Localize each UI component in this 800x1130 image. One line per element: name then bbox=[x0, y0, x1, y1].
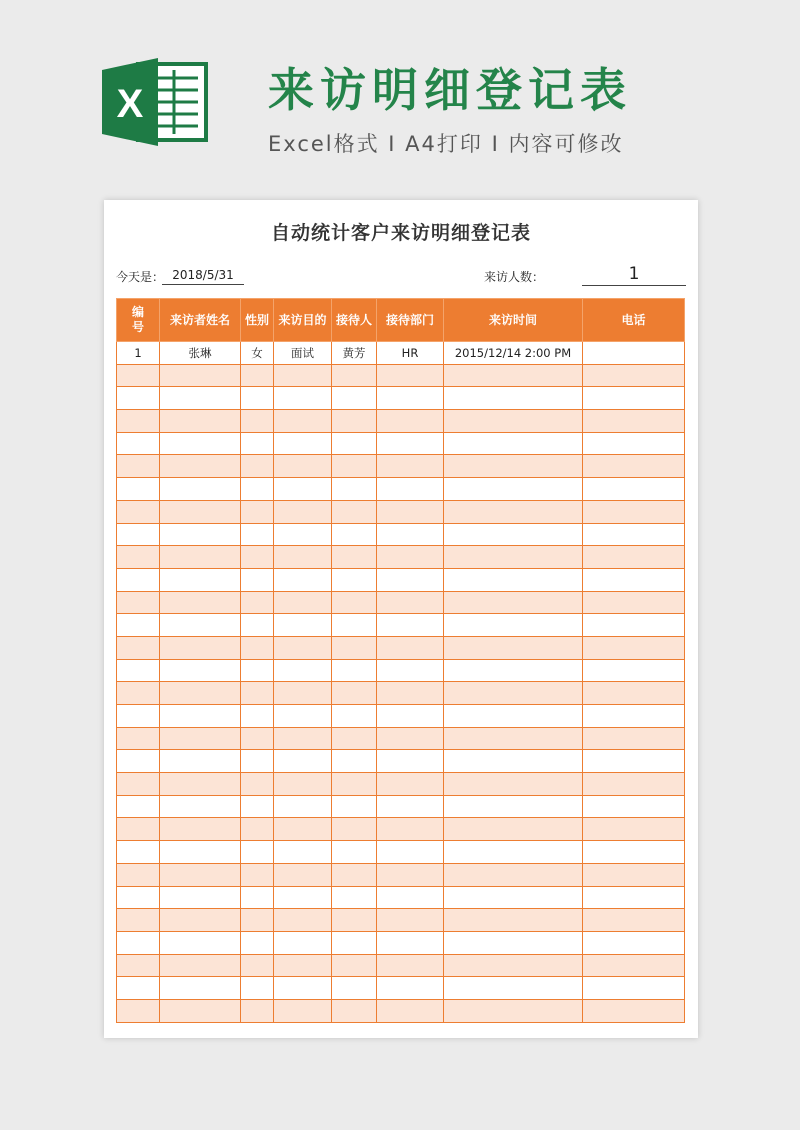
cell-host[interactable] bbox=[332, 410, 377, 433]
cell-purpose[interactable] bbox=[274, 432, 332, 455]
cell-time[interactable] bbox=[444, 659, 583, 682]
table-row bbox=[117, 750, 685, 773]
cell-department[interactable] bbox=[377, 478, 444, 501]
cell-host[interactable] bbox=[332, 727, 377, 750]
cell-id[interactable] bbox=[117, 750, 160, 773]
cell-name[interactable] bbox=[160, 977, 241, 1000]
cell-department[interactable] bbox=[377, 818, 444, 841]
cell-purpose[interactable] bbox=[274, 591, 332, 614]
table-row bbox=[117, 909, 685, 932]
table-body bbox=[117, 342, 685, 1023]
cell-time[interactable] bbox=[444, 795, 583, 818]
cell-host[interactable] bbox=[332, 954, 377, 977]
cell-gender[interactable] bbox=[241, 773, 274, 796]
cell-id[interactable] bbox=[117, 455, 160, 478]
cell-host[interactable] bbox=[332, 387, 377, 410]
cell-gender[interactable] bbox=[241, 410, 274, 433]
cell-host[interactable] bbox=[332, 886, 377, 909]
cell-gender[interactable] bbox=[241, 999, 274, 1022]
cell-name[interactable] bbox=[160, 886, 241, 909]
cell-department[interactable] bbox=[377, 682, 444, 705]
cell-id[interactable] bbox=[117, 682, 160, 705]
cell-purpose[interactable] bbox=[274, 818, 332, 841]
cell-purpose[interactable] bbox=[274, 886, 332, 909]
cell-id[interactable] bbox=[117, 387, 160, 410]
col-header-purpose: 来访目的 bbox=[274, 299, 332, 342]
cell-id[interactable] bbox=[117, 841, 160, 864]
cell-gender[interactable] bbox=[241, 886, 274, 909]
cell-host[interactable] bbox=[332, 364, 377, 387]
cell-department[interactable] bbox=[377, 750, 444, 773]
cell-time[interactable] bbox=[444, 523, 583, 546]
cell-time[interactable] bbox=[444, 364, 583, 387]
cell-department[interactable] bbox=[377, 410, 444, 433]
cell-gender[interactable] bbox=[241, 705, 274, 728]
cell-gender[interactable] bbox=[241, 500, 274, 523]
cell-time[interactable] bbox=[444, 727, 583, 750]
cell-gender[interactable] bbox=[241, 546, 274, 569]
cell-phone[interactable] bbox=[583, 568, 685, 591]
cell-host[interactable] bbox=[332, 682, 377, 705]
col-header-department: 接待部门 bbox=[377, 299, 444, 342]
page-subtitle: Excel格式 I A4打印 I 内容可修改 bbox=[268, 132, 624, 156]
cell-name[interactable] bbox=[160, 818, 241, 841]
cell-purpose[interactable] bbox=[274, 841, 332, 864]
cell-purpose[interactable] bbox=[274, 705, 332, 728]
table-row bbox=[117, 410, 685, 433]
cell-purpose[interactable] bbox=[274, 863, 332, 886]
cell-time[interactable] bbox=[444, 705, 583, 728]
cell-department[interactable] bbox=[377, 500, 444, 523]
cell-name[interactable] bbox=[160, 591, 241, 614]
cell-purpose[interactable] bbox=[274, 750, 332, 773]
cell-phone[interactable] bbox=[583, 387, 685, 410]
cell-host[interactable] bbox=[332, 705, 377, 728]
cell-name[interactable] bbox=[160, 500, 241, 523]
cell-name[interactable] bbox=[160, 750, 241, 773]
table-row bbox=[117, 705, 685, 728]
cell-host[interactable] bbox=[332, 523, 377, 546]
cell-department[interactable] bbox=[377, 659, 444, 682]
cell-department[interactable] bbox=[377, 863, 444, 886]
cell-time[interactable] bbox=[444, 931, 583, 954]
cell-department[interactable] bbox=[377, 999, 444, 1022]
cell-id[interactable] bbox=[117, 636, 160, 659]
cell-phone[interactable] bbox=[583, 863, 685, 886]
cell-host[interactable] bbox=[332, 909, 377, 932]
sheet-title: 自动统计客户来访明细登记表 bbox=[270, 222, 531, 244]
cell-time[interactable] bbox=[444, 977, 583, 1000]
cell-purpose[interactable] bbox=[274, 954, 332, 977]
table-row bbox=[117, 387, 685, 410]
page-header bbox=[0, 0, 800, 190]
cell-id[interactable] bbox=[117, 591, 160, 614]
cell-time[interactable] bbox=[444, 546, 583, 569]
col-header-id: 编号 bbox=[117, 299, 160, 342]
table-row bbox=[117, 591, 685, 614]
cell-department[interactable] bbox=[377, 977, 444, 1000]
cell-id[interactable] bbox=[117, 478, 160, 501]
cell-phone[interactable] bbox=[583, 795, 685, 818]
table-row bbox=[117, 682, 685, 705]
cell-id[interactable] bbox=[117, 568, 160, 591]
cell-name[interactable] bbox=[160, 773, 241, 796]
cell-host[interactable] bbox=[332, 841, 377, 864]
table-row bbox=[117, 863, 685, 886]
cell-host[interactable] bbox=[332, 999, 377, 1022]
cell-department[interactable] bbox=[377, 773, 444, 796]
cell-id[interactable] bbox=[117, 727, 160, 750]
col-header-name: 来访者姓名 bbox=[160, 299, 241, 342]
cell-purpose[interactable] bbox=[274, 523, 332, 546]
cell-gender[interactable] bbox=[241, 478, 274, 501]
cell-phone[interactable] bbox=[583, 636, 685, 659]
cell-department[interactable] bbox=[377, 568, 444, 591]
cell-name[interactable]: 张琳 bbox=[160, 342, 241, 365]
cell-time[interactable] bbox=[444, 682, 583, 705]
cell-host[interactable] bbox=[332, 455, 377, 478]
cell-purpose[interactable] bbox=[274, 387, 332, 410]
cell-time[interactable] bbox=[444, 954, 583, 977]
cell-phone[interactable] bbox=[583, 342, 685, 365]
cell-host[interactable] bbox=[332, 818, 377, 841]
date-label: 今天是： bbox=[116, 270, 165, 284]
cell-department[interactable] bbox=[377, 636, 444, 659]
cell-time[interactable] bbox=[444, 750, 583, 773]
table-header-row bbox=[117, 299, 685, 342]
table-row bbox=[117, 818, 685, 841]
table-row bbox=[117, 614, 685, 637]
cell-department[interactable] bbox=[377, 931, 444, 954]
col-header-time: 来访时间 bbox=[444, 299, 583, 342]
cell-phone[interactable] bbox=[583, 818, 685, 841]
cell-phone[interactable] bbox=[583, 705, 685, 728]
cell-purpose[interactable] bbox=[274, 546, 332, 569]
col-header-host: 接待人 bbox=[332, 299, 377, 342]
cell-name[interactable] bbox=[160, 999, 241, 1022]
cell-host[interactable] bbox=[332, 500, 377, 523]
cell-name[interactable] bbox=[160, 705, 241, 728]
cell-purpose[interactable] bbox=[274, 659, 332, 682]
cell-time[interactable] bbox=[444, 999, 583, 1022]
cell-gender[interactable] bbox=[241, 659, 274, 682]
cell-department[interactable] bbox=[377, 841, 444, 864]
table-row bbox=[117, 455, 685, 478]
cell-id[interactable] bbox=[117, 546, 160, 569]
cell-name[interactable] bbox=[160, 364, 241, 387]
cell-host[interactable] bbox=[332, 591, 377, 614]
cell-host[interactable] bbox=[332, 750, 377, 773]
cell-purpose[interactable] bbox=[274, 568, 332, 591]
cell-gender[interactable] bbox=[241, 455, 274, 478]
visitor-table bbox=[116, 298, 685, 1023]
cell-purpose[interactable] bbox=[274, 614, 332, 637]
cell-id[interactable] bbox=[117, 818, 160, 841]
cell-gender[interactable] bbox=[241, 909, 274, 932]
cell-host[interactable] bbox=[332, 659, 377, 682]
cell-time[interactable] bbox=[444, 863, 583, 886]
cell-host[interactable] bbox=[332, 432, 377, 455]
cell-name[interactable] bbox=[160, 909, 241, 932]
cell-time[interactable] bbox=[444, 432, 583, 455]
cell-purpose[interactable] bbox=[274, 795, 332, 818]
cell-id[interactable] bbox=[117, 886, 160, 909]
cell-name[interactable] bbox=[160, 727, 241, 750]
cell-gender[interactable] bbox=[241, 523, 274, 546]
cell-department[interactable] bbox=[377, 705, 444, 728]
cell-name[interactable] bbox=[160, 863, 241, 886]
cell-name[interactable] bbox=[160, 614, 241, 637]
cell-phone[interactable] bbox=[583, 546, 685, 569]
cell-name[interactable] bbox=[160, 841, 241, 864]
cell-id[interactable] bbox=[117, 523, 160, 546]
cell-phone[interactable] bbox=[583, 659, 685, 682]
cell-purpose[interactable] bbox=[274, 727, 332, 750]
table-row bbox=[117, 432, 685, 455]
cell-department[interactable] bbox=[377, 387, 444, 410]
cell-host[interactable] bbox=[332, 863, 377, 886]
cell-phone[interactable] bbox=[583, 954, 685, 977]
table-row bbox=[117, 523, 685, 546]
cell-id[interactable] bbox=[117, 614, 160, 637]
cell-purpose[interactable] bbox=[274, 931, 332, 954]
cell-time[interactable] bbox=[444, 568, 583, 591]
cell-purpose[interactable] bbox=[274, 478, 332, 501]
cell-time[interactable] bbox=[444, 818, 583, 841]
cell-id[interactable] bbox=[117, 659, 160, 682]
cell-phone[interactable] bbox=[583, 364, 685, 387]
cell-purpose[interactable] bbox=[274, 636, 332, 659]
cell-name[interactable] bbox=[160, 568, 241, 591]
cell-time[interactable] bbox=[444, 387, 583, 410]
cell-id[interactable] bbox=[117, 705, 160, 728]
excel-logo-icon bbox=[100, 56, 210, 148]
cell-host[interactable] bbox=[332, 931, 377, 954]
cell-phone[interactable] bbox=[583, 909, 685, 932]
table-row bbox=[117, 954, 685, 977]
cell-name[interactable] bbox=[160, 432, 241, 455]
cell-department[interactable] bbox=[377, 546, 444, 569]
table-row bbox=[117, 886, 685, 909]
cell-gender[interactable] bbox=[241, 364, 274, 387]
cell-name[interactable] bbox=[160, 931, 241, 954]
cell-gender[interactable] bbox=[241, 614, 274, 637]
table-row bbox=[117, 568, 685, 591]
table-row bbox=[117, 546, 685, 569]
cell-host[interactable] bbox=[332, 546, 377, 569]
cell-phone[interactable] bbox=[583, 614, 685, 637]
cell-id[interactable] bbox=[117, 999, 160, 1022]
cell-name[interactable] bbox=[160, 455, 241, 478]
cell-department[interactable] bbox=[377, 909, 444, 932]
cell-id[interactable] bbox=[117, 863, 160, 886]
cell-gender[interactable] bbox=[241, 682, 274, 705]
cell-host[interactable] bbox=[332, 636, 377, 659]
table-row bbox=[117, 636, 685, 659]
cell-name[interactable] bbox=[160, 636, 241, 659]
cell-department[interactable] bbox=[377, 523, 444, 546]
cell-id[interactable] bbox=[117, 931, 160, 954]
cell-phone[interactable] bbox=[583, 773, 685, 796]
cell-purpose[interactable] bbox=[274, 999, 332, 1022]
cell-department[interactable] bbox=[377, 364, 444, 387]
cell-name[interactable] bbox=[160, 659, 241, 682]
worksheet bbox=[104, 200, 698, 1038]
logo-letter: X bbox=[116, 82, 144, 126]
cell-purpose[interactable] bbox=[274, 410, 332, 433]
cell-host[interactable] bbox=[332, 568, 377, 591]
cell-purpose[interactable] bbox=[274, 909, 332, 932]
cell-gender[interactable] bbox=[241, 750, 274, 773]
cell-host[interactable] bbox=[332, 795, 377, 818]
cell-name[interactable] bbox=[160, 387, 241, 410]
cell-phone[interactable] bbox=[583, 410, 685, 433]
cell-phone[interactable] bbox=[583, 750, 685, 773]
col-header-gender: 性别 bbox=[241, 299, 274, 342]
cell-purpose[interactable] bbox=[274, 364, 332, 387]
cell-id[interactable] bbox=[117, 795, 160, 818]
cell-purpose[interactable] bbox=[274, 455, 332, 478]
cell-purpose[interactable]: 面试 bbox=[274, 342, 332, 365]
cell-department[interactable] bbox=[377, 795, 444, 818]
cell-gender[interactable]: 女 bbox=[241, 342, 274, 365]
cell-phone[interactable] bbox=[583, 523, 685, 546]
cell-time[interactable]: 2015/12/14 2:00 PM bbox=[444, 342, 583, 365]
date-value[interactable]: 2018/5/31 bbox=[162, 268, 244, 285]
cell-gender[interactable] bbox=[241, 387, 274, 410]
cell-gender[interactable] bbox=[241, 863, 274, 886]
table-row bbox=[117, 841, 685, 864]
page-title: 来访明细登记表 bbox=[268, 63, 632, 117]
cell-phone[interactable] bbox=[583, 682, 685, 705]
cell-phone[interactable] bbox=[583, 500, 685, 523]
cell-time[interactable] bbox=[444, 410, 583, 433]
cell-purpose[interactable] bbox=[274, 773, 332, 796]
cell-phone[interactable] bbox=[583, 931, 685, 954]
cell-gender[interactable] bbox=[241, 591, 274, 614]
cell-id[interactable] bbox=[117, 954, 160, 977]
cell-department[interactable] bbox=[377, 614, 444, 637]
cell-id[interactable]: 1 bbox=[117, 342, 160, 365]
cell-gender[interactable] bbox=[241, 841, 274, 864]
table-row bbox=[117, 795, 685, 818]
cell-host[interactable] bbox=[332, 977, 377, 1000]
cell-time[interactable] bbox=[444, 614, 583, 637]
cell-id[interactable] bbox=[117, 364, 160, 387]
cell-time[interactable] bbox=[444, 591, 583, 614]
cell-name[interactable] bbox=[160, 410, 241, 433]
cell-purpose[interactable] bbox=[274, 500, 332, 523]
cell-phone[interactable] bbox=[583, 591, 685, 614]
cell-department[interactable] bbox=[377, 727, 444, 750]
cell-gender[interactable] bbox=[241, 727, 274, 750]
cell-department[interactable] bbox=[377, 954, 444, 977]
cell-time[interactable] bbox=[444, 455, 583, 478]
cell-time[interactable] bbox=[444, 886, 583, 909]
cell-gender[interactable] bbox=[241, 636, 274, 659]
table-row bbox=[117, 342, 685, 365]
visitor-count-label: 来访人数： bbox=[484, 270, 545, 284]
cell-phone[interactable] bbox=[583, 432, 685, 455]
cell-time[interactable] bbox=[444, 909, 583, 932]
cell-name[interactable] bbox=[160, 546, 241, 569]
cell-purpose[interactable] bbox=[274, 682, 332, 705]
cell-department[interactable] bbox=[377, 886, 444, 909]
cell-gender[interactable] bbox=[241, 818, 274, 841]
cell-name[interactable] bbox=[160, 682, 241, 705]
table-row bbox=[117, 659, 685, 682]
col-header-phone: 电话 bbox=[583, 299, 685, 342]
cell-purpose[interactable] bbox=[274, 977, 332, 1000]
cell-department[interactable] bbox=[377, 591, 444, 614]
table-row bbox=[117, 364, 685, 387]
cell-id[interactable] bbox=[117, 977, 160, 1000]
cell-time[interactable] bbox=[444, 478, 583, 501]
cell-gender[interactable] bbox=[241, 931, 274, 954]
table-row bbox=[117, 773, 685, 796]
cell-department[interactable]: HR bbox=[377, 342, 444, 365]
cell-phone[interactable] bbox=[583, 841, 685, 864]
cell-name[interactable] bbox=[160, 523, 241, 546]
cell-phone[interactable] bbox=[583, 886, 685, 909]
cell-gender[interactable] bbox=[241, 795, 274, 818]
cell-time[interactable] bbox=[444, 773, 583, 796]
cell-id[interactable] bbox=[117, 500, 160, 523]
table-row bbox=[117, 931, 685, 954]
cell-time[interactable] bbox=[444, 636, 583, 659]
cell-gender[interactable] bbox=[241, 568, 274, 591]
cell-gender[interactable] bbox=[241, 977, 274, 1000]
cell-name[interactable] bbox=[160, 478, 241, 501]
cell-time[interactable] bbox=[444, 841, 583, 864]
cell-phone[interactable] bbox=[583, 727, 685, 750]
table-row bbox=[117, 977, 685, 1000]
cell-gender[interactable] bbox=[241, 954, 274, 977]
cell-id[interactable] bbox=[117, 410, 160, 433]
cell-phone[interactable] bbox=[583, 455, 685, 478]
cell-department[interactable] bbox=[377, 455, 444, 478]
cell-id[interactable] bbox=[117, 909, 160, 932]
table-row bbox=[117, 478, 685, 501]
table-row bbox=[117, 999, 685, 1022]
cell-name[interactable] bbox=[160, 795, 241, 818]
cell-host[interactable]: 黄芳 bbox=[332, 342, 377, 365]
cell-host[interactable] bbox=[332, 478, 377, 501]
cell-name[interactable] bbox=[160, 954, 241, 977]
cell-phone[interactable] bbox=[583, 999, 685, 1022]
cell-id[interactable] bbox=[117, 773, 160, 796]
table-row bbox=[117, 727, 685, 750]
visitor-count-value[interactable]: 1 bbox=[582, 264, 686, 286]
cell-department[interactable] bbox=[377, 432, 444, 455]
cell-phone[interactable] bbox=[583, 977, 685, 1000]
cell-gender[interactable] bbox=[241, 432, 274, 455]
cell-time[interactable] bbox=[444, 500, 583, 523]
cell-host[interactable] bbox=[332, 773, 377, 796]
cell-id[interactable] bbox=[117, 432, 160, 455]
cell-host[interactable] bbox=[332, 614, 377, 637]
table-row bbox=[117, 500, 685, 523]
cell-phone[interactable] bbox=[583, 478, 685, 501]
